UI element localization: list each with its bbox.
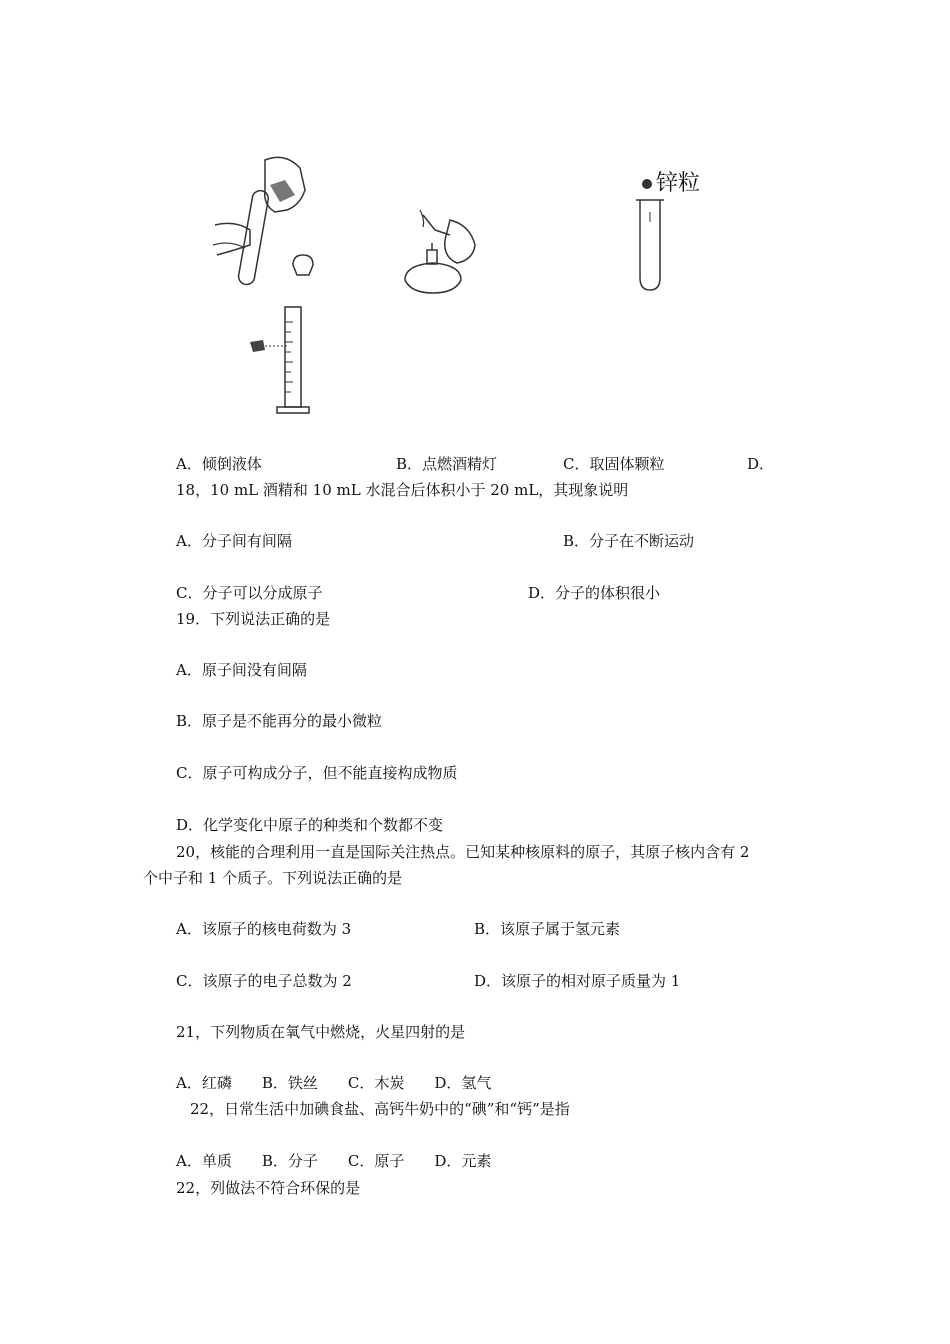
q18-option-a: A．分子间有间隔: [176, 532, 292, 550]
q17-option-d: D．: [747, 455, 775, 473]
figure-alcohol-lamp: [395, 205, 485, 300]
q21-stem: 21，下列物质在氧气中燃烧，火星四射的是: [176, 1023, 466, 1041]
q18-option-c: C．分子可以分成原子: [176, 584, 323, 602]
q19-option-b: B．原子是不能再分的最小微粒: [176, 712, 383, 730]
q19-option-c: C．原子可构成分子，但不能直接构成物质: [176, 764, 458, 782]
q22b-stem: 22，列做法不符合环保的是: [176, 1179, 361, 1197]
q19-option-a: A．原子间没有间隔: [176, 661, 307, 679]
figure-graduated-cylinder: [245, 302, 325, 417]
q20-stem-line1: 20，核能的合理利用一直是国际关注热点。已知某种核原料的原子，其原子核内含有 2: [176, 843, 750, 861]
q20-option-d: D．该原子的相对原子质量为 1: [474, 972, 681, 990]
q20-option-b: B．该原子属于氢元素: [474, 920, 621, 938]
q17-option-a: A．倾倒液体: [176, 455, 262, 473]
q20-option-c: C．该原子的电子总数为 2: [176, 972, 352, 990]
q20-stem-line2: 个中子和 1 个质子。下列说法正确的是: [143, 869, 403, 887]
zinc-label: 锌粒: [656, 171, 701, 196]
q18-option-d: D．分子的体积很小: [528, 584, 661, 602]
q18-option-b: B．分子在不断运动: [563, 532, 695, 550]
figure-pouring-liquid: [205, 150, 335, 295]
q22a-stem: 22，日常生活中加碘食盐、高钙牛奶中的“碘”和“钙”是指: [190, 1100, 570, 1118]
q17-option-b: B．点燃酒精灯: [396, 455, 498, 473]
q22a-options: A．单质 B．分子 C．原子 D．元素: [176, 1152, 492, 1170]
q19-stem: 19．下列说法正确的是: [176, 610, 331, 628]
q18-stem: 18，10 mL 酒精和 10 mL 水混合后体积小于 20 mL，其现象说明: [176, 481, 629, 499]
graduated-cylinder-illustration: [245, 302, 325, 417]
pouring-liquid-illustration: [205, 150, 335, 295]
q19-option-d: D．化学变化中原子的种类和个数都不变: [176, 816, 444, 834]
q17-option-c: C．取固体颗粒: [563, 455, 665, 473]
q20-option-a: A．该原子的核电荷数为 3: [176, 920, 352, 938]
alcohol-lamp-illustration: [395, 205, 485, 300]
q21-options: A．红磷 B．铁丝 C．木炭 D．氢气: [176, 1074, 492, 1092]
